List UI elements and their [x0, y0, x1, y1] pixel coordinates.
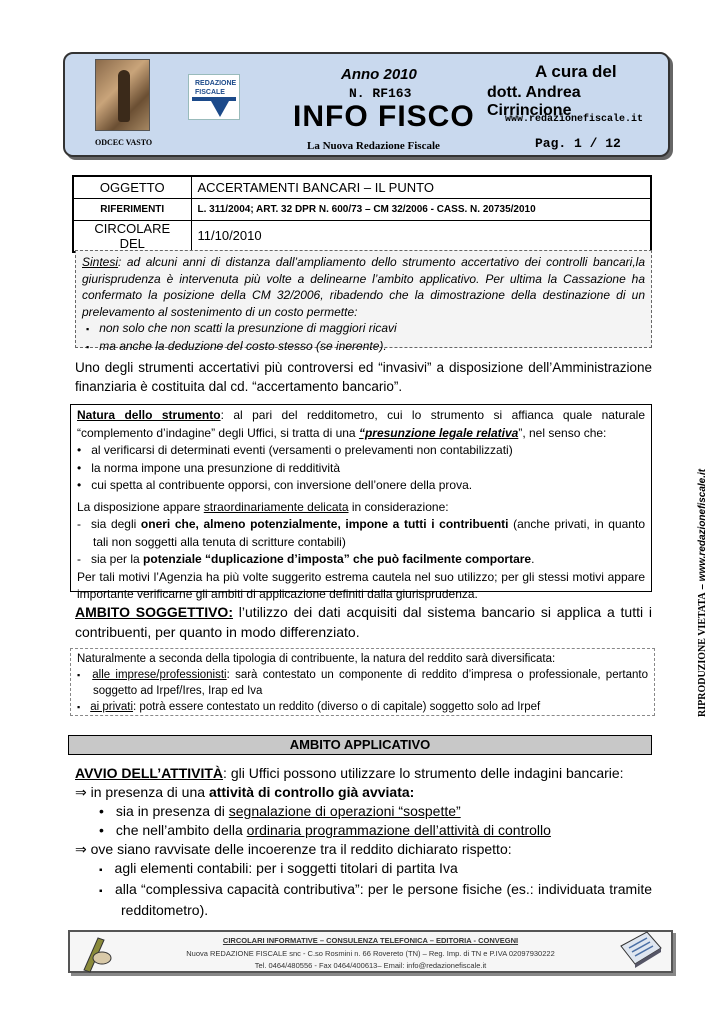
oggetto-key: OGGETTO [73, 176, 191, 198]
natura-text: : al pari del redditometro, cui lo strumento si affianca quale naturale “complemento d’indagine” degli Uffici, si tratta di una [77, 408, 645, 440]
footer-services: CIRCOLARI INFORMATIVE – CONSULENZA TELEFONICA – EDITORIA - CONVEGNI [222, 936, 519, 945]
document-header [63, 52, 670, 157]
naturalmente-box [70, 648, 655, 716]
side-reproduction: RIPRODUZIONE VIETATA [697, 592, 708, 717]
sintesi-box [75, 250, 652, 353]
footer [68, 930, 673, 973]
avvio-bullet [99, 821, 652, 840]
privati-label: ai privati [90, 701, 134, 713]
avvio-bullets [99, 802, 652, 840]
dash-item-1 [77, 516, 645, 551]
naturalmente-text: Naturalmente a seconda della tipologia di contribuente, la natura del reddito sarà diversificata: [77, 653, 556, 665]
natura-label: Natura dello strumento [77, 408, 221, 422]
header-subtitle: La Nuova Redazione Fiscale [307, 140, 440, 152]
info-table [72, 175, 652, 253]
d1c: (anche privati, in quanto tali non soggetti alla tenuta di scritture contabili) [93, 517, 645, 549]
ambito-text: l’utilizzo dei dati acquisiti dal sistema bancario si applica a tutti i contribuenti, per quanto in modo differenziato. [75, 604, 652, 640]
avvio-bullet [99, 802, 652, 821]
sintesi-text: : ad alcuni anni di distanza dall’ampliamento dello strumento accertativo dei controlli bancari,la giurisprudenza è intervenuta più volte a delinearne l’ambito applicativo. Per ultima la Cassazione ha confermato la posizione della CM 32/2006, ribadendo che la dimostrazione della destinazione di un prelevamento al sostenimento di un costo permette: [82, 255, 645, 319]
b2a: che nell’ambito della [115, 822, 247, 838]
sintesi-item: ▪ non solo che non scatti la presunzione di maggiori ricavi [86, 320, 645, 338]
b1a: sia in presenza di [115, 803, 229, 819]
footer-contacts: Tel. 0464/480556 - Fax 0464/400613– Email: info@redazionefiscale.it [254, 961, 487, 970]
avvio-square-item: ▪ agli elementi contabili: per i soggetti titolari di partita Iva [99, 859, 652, 880]
circolare-key: CIRCOLARE DEL [73, 220, 191, 252]
imprese-text: : sarà contestato un componente di reddito d’impresa o professionale, pertanto soggetto ad Irpef/Ires, Irap ed Iva [93, 669, 648, 697]
avvio-a1-bold: attività di controllo già avviata: [208, 784, 415, 800]
d1a: sia degli [91, 517, 141, 531]
b1u: segnalazione di operazioni “sospette” [228, 803, 461, 819]
naturalmente-item [77, 699, 648, 715]
naturalmente-item [77, 667, 648, 699]
imprese-label: alle imprese/professionisti [92, 669, 227, 681]
avvio-square-item: ▪ alla “complessiva capacità contributiva”: per le persone fisiche (es.: individuata tramite redditometro). [99, 880, 652, 920]
avvio-text: : gli Uffici possono utilizzare lo strumento delle indagini bancarie: [223, 765, 624, 781]
intro-paragraph: Uno degli strumenti accertativi più controversi ed “invasivi” a disposizione dell’Amministrazione finanziaria è costituita dal cd. “accertamento bancario”. [75, 360, 652, 394]
header-website[interactable]: www.redazionefiscale.it [505, 114, 644, 125]
newspaper-icon [617, 926, 665, 974]
d2b: potenziale “duplicazione d’imposta” che può facilmente comportare [143, 552, 532, 566]
header-page-number: Pag. 1 / 12 [535, 136, 621, 151]
oggetto-value: ACCERTAMENTI BANCARI – IL PUNTO [191, 176, 651, 198]
ambito-label: AMBITO SOGGETTIVO: [75, 604, 233, 620]
natura-bullet: • al verificarsi di determinati eventi (versamenti o prelevamenti non contabilizzati) [77, 442, 645, 460]
header-anno: Anno 2010 [341, 66, 417, 83]
section-heading-ambito-applicativo: AMBITO APPLICATIVO [68, 735, 652, 755]
disposizione-text: La disposizione appare [77, 499, 204, 514]
natura-bullet: • cui spetta al contribuente opporsi, con inversione dell’onere della prova. [77, 477, 645, 495]
privati-text: : potrà essere contestato un reddito (diverso o di capitale) soggetto solo ad Irpef [133, 701, 541, 713]
sintesi-item: ▪ ma anche la deduzione del costo stesso (se inerente). [86, 338, 645, 356]
riferimenti-value: L. 311/2004; ART. 32 DPR N. 600/73 – CM 32/2006 - CASS. N. 20735/2010 [191, 198, 651, 220]
disposizione-end: in considerazione: [348, 499, 449, 514]
avvio-section [75, 764, 652, 920]
avvio-label: AVVIO DELL’ATTIVITÀ [75, 765, 224, 781]
odcec-logo [95, 59, 150, 131]
header-cura: A cura del [535, 62, 617, 81]
natura-conclusion: Per tali motivi l’Agenzia ha più volte suggerito estrema cautela nel suo utilizzo; per gli stessi motivi appare importante verificarne gli ambiti di applicazione definiti dalla giurisprudenza. [77, 569, 645, 601]
naturalmente-list [77, 667, 648, 715]
circolare-value: 11/10/2010 [191, 220, 651, 252]
odcec-label: ODCEC VASTO [95, 138, 153, 147]
header-author: dott. Andrea Cirrincione [487, 84, 581, 119]
b2u: ordinaria programmazione dell’attività di controllo [246, 822, 551, 838]
dash-item-2 [77, 551, 645, 569]
avvio-square-list [99, 859, 652, 920]
d1b: oneri che, almeno potenzialmente, impone a tutti i contribuenti [140, 517, 509, 531]
d2a: sia per la [91, 552, 144, 566]
d2c: . [531, 552, 535, 566]
side-website: – www.redazionefiscale.it [697, 468, 708, 593]
riferimenti-key: RIFERIMENTI [73, 198, 191, 220]
ambito-soggettivo [75, 602, 652, 642]
natura-bullet: • la norma impone una presunzione di redditività [77, 460, 645, 478]
sintesi-label: Sintesi [82, 255, 119, 269]
presunzione-text: “presunzione legale relativa [358, 425, 519, 440]
natura-bullets [77, 442, 645, 495]
footer-address: Nuova REDAZIONE FISCALE snc - C.so Rosmini n. 66 Rovereto (TN) – Reg. Imp. di TN e P.IVA 02097930222 [186, 949, 555, 958]
natura-box [70, 404, 652, 601]
delicata-text: straordinariamente delicata [203, 499, 349, 514]
avvio-a1: ⇒ in presenza di una [75, 784, 209, 800]
avvio-a2: ⇒ ove siano ravvisate delle incoerenze tra il reddito dichiarato rispetto: [75, 841, 512, 857]
header-title: INFO FISCO [293, 100, 475, 133]
header-numero: N. RF163 [349, 86, 412, 101]
natura-dash-list [77, 516, 645, 569]
sintesi-list [86, 320, 645, 355]
rf-logo-text: REDAZIONE FISCALE [195, 80, 237, 96]
natura-text-end: ”, nel senso che: [518, 425, 607, 440]
side-watermark [697, 469, 708, 717]
redazione-fiscale-logo [188, 74, 240, 120]
